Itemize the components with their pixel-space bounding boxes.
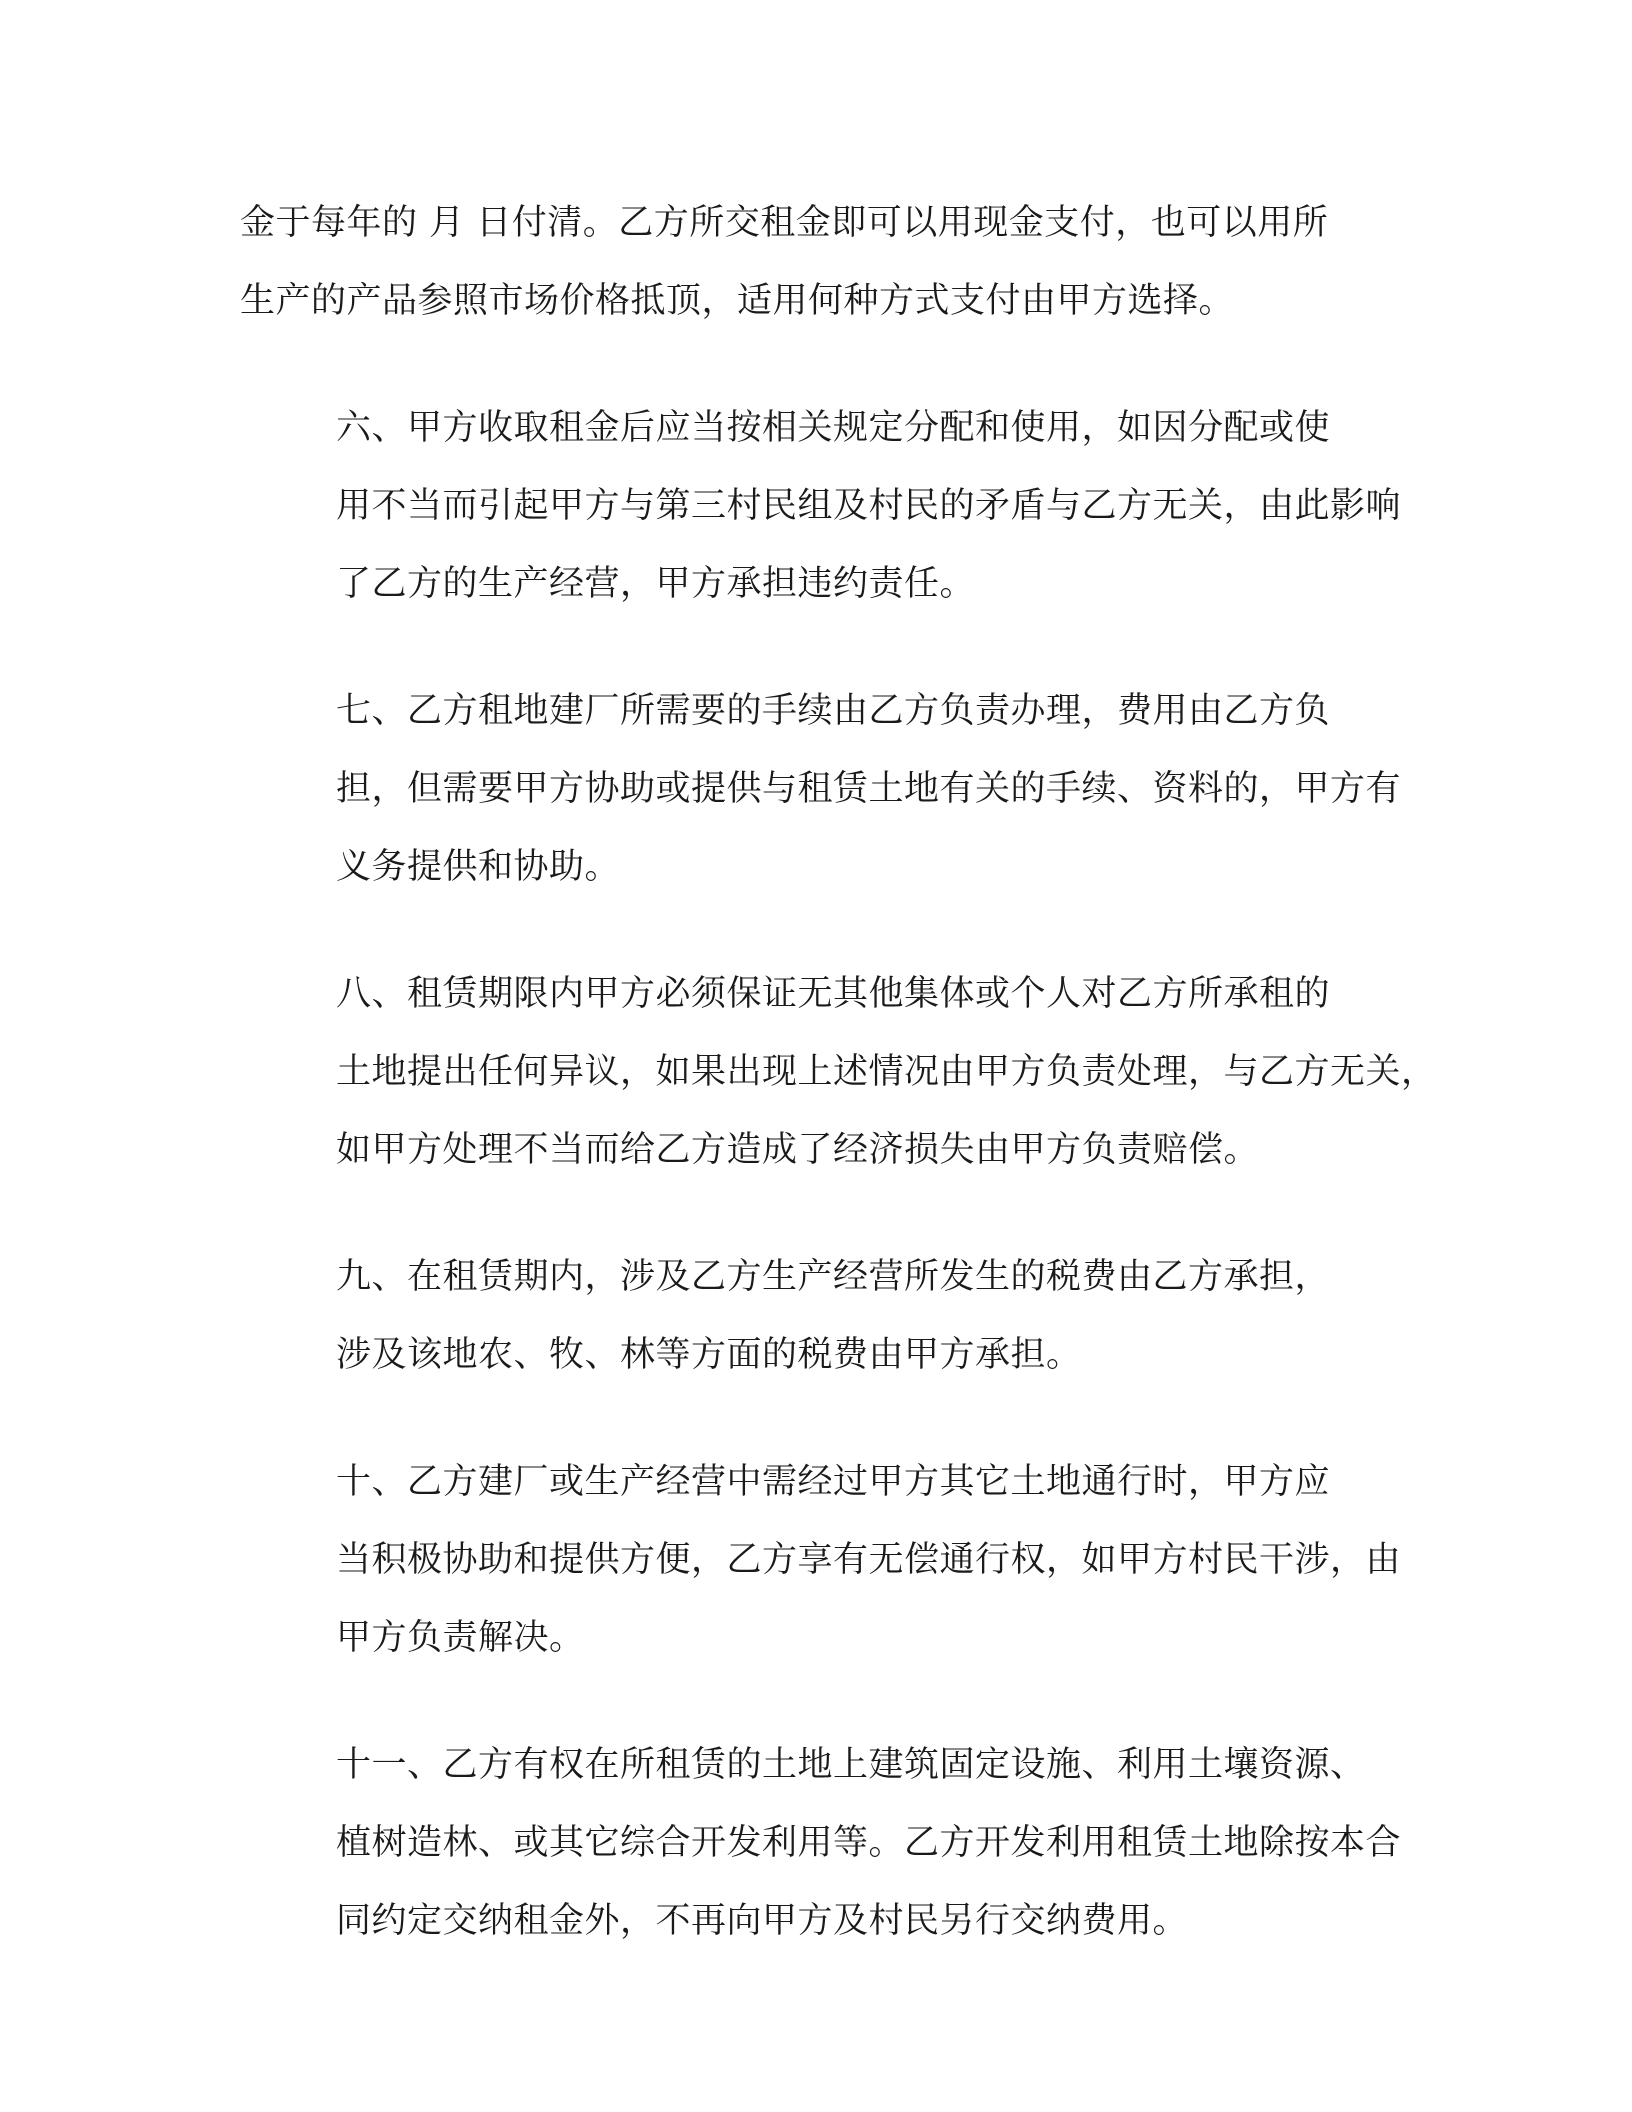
text-line: 当积极协助和提供方便，乙方享有无偿通行权，如甲方村民干涉，由 [336, 1540, 1402, 1580]
text-line: 七、乙方租地建厂所需要的手续由乙方负责办理，费用由乙方负 [336, 691, 1331, 731]
text-line: 同约定交纳租金外，不再向甲方及村民另行交纳费用。 [336, 1901, 1189, 1941]
text-line: 金于每年的 月 日付清。乙方所交租金即可以用现金支付，也可以用所 [240, 203, 1329, 243]
text-line: 十一、乙方有权在所租赁的土地上建筑固定设施、利用土壤资源、 [336, 1745, 1366, 1785]
text-line: 涉及该地农、牧、林等方面的税费由甲方承担。 [336, 1335, 1082, 1375]
paragraph-clause-8 [240, 955, 1437, 1189]
text-line: 十、乙方建厂或生产经营中需经过甲方其它土地通行时，甲方应 [336, 1462, 1331, 1502]
text-line: 义务提供和协助。 [336, 847, 621, 887]
text-line: 甲方负责解决。 [336, 1618, 585, 1658]
text-line: 土地提出任何异议，如果出现上述情况由甲方负责处理，与乙方无关， [336, 1052, 1437, 1092]
paragraph-clause-6 [240, 389, 1400, 623]
text-line: 了乙方的生产经营，甲方承担违约责任。 [336, 564, 976, 604]
text-line: 用不当而引起甲方与第三村民组及村民的矛盾与乙方无关，由此影响 [336, 486, 1402, 526]
paragraph-clause-11 [240, 1726, 1400, 1960]
paragraph-clause-9 [240, 1238, 1400, 1394]
text-line: 如甲方处理不当而给乙方造成了经济损失由甲方负责赔偿。 [336, 1130, 1260, 1170]
paragraph-clause-7 [240, 672, 1400, 906]
text-line: 九、在租赁期内，涉及乙方生产经营所发生的税费由乙方承担， [336, 1257, 1331, 1297]
paragraph-rent-payment-continued [240, 184, 1400, 340]
text-line: 担，但需要甲方协助或提供与租赁土地有关的手续、资料的，甲方有 [336, 769, 1402, 809]
text-line: 植树造林、或其它综合开发利用等。乙方开发利用租赁土地除按本合 [336, 1823, 1402, 1863]
text-line: 六、甲方收取租金后应当按相关规定分配和使用，如因分配或使 [336, 408, 1331, 448]
paragraph-clause-10 [240, 1443, 1400, 1677]
text-line: 八、租赁期限内甲方必须保证无其他集体或个人对乙方所承租的 [336, 974, 1331, 1014]
text-line: 生产的产品参照市场价格抵顶，适用何种方式支付由甲方选择。 [240, 281, 1235, 321]
document-body [240, 184, 1437, 2009]
